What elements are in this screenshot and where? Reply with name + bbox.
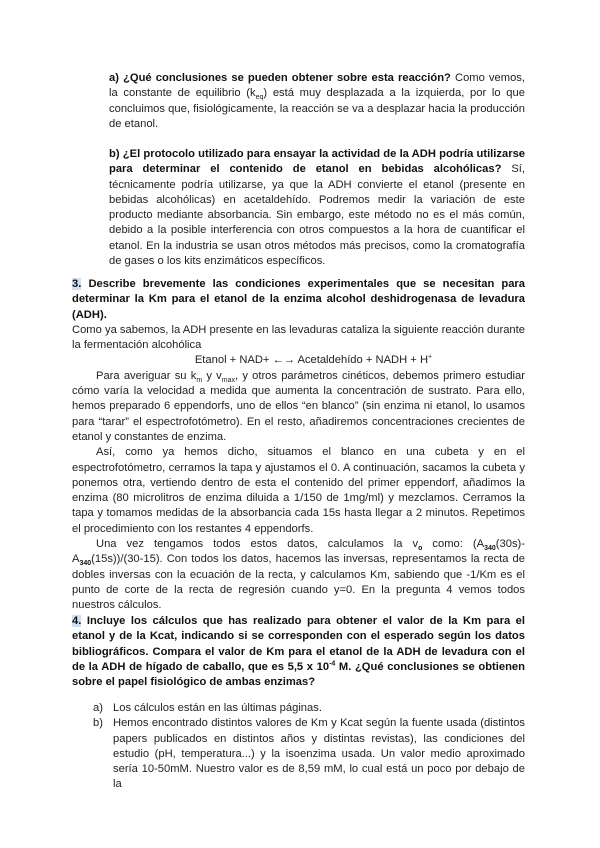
section-3-paragraph-2: Así, como ya hemos dicho, situamos el blanco en una cubeta y en el espectrofotómetro, cerramos la tapa y ajustamos el 0. A continuación, sacamos la cubeta y ponemos otra, vertiendo dentro de esta el contenido del primer eppendorf, añadimos la enzima (80 microlitros de enzima diluida a 1/150 de 1mg/ml) y mezclamos. Cerramos la tapa y tomamos medidas de la absorbancia cada 15s hasta llegar a 2 minutos. Repetimos el procedimiento con los restantes 4 eppendorfs.	[72, 446, 525, 535]
answer-a-label: a)	[109, 72, 119, 84]
answer-a-question: ¿Qué conclusiones se pueden obtener sobre esta reacción?	[123, 72, 451, 84]
list-item	[93, 716, 525, 792]
list-item-marker: b)	[93, 717, 103, 730]
section-4-list	[93, 701, 525, 793]
section-3-paragraph-3: Una vez tengamos todos estos datos, calculamos la $v_o$ como: $(A_{340}(30s)-A_{340}(15s))/(30-15)$. Con todos los datos, hacemos las inversas, representamos la recta de dobles inversas con la ecuación de la recta, y calculamos Km, sabiendo que -1/Km es el punto de corte de la recta de regresión cuando y=0. En la pregunta 4 vemos todos nuestros cálculos.	[72, 538, 525, 612]
section-4-number: 4.	[72, 615, 82, 627]
reaction-equation: Etanol + NAD+ ←→ Acetaldehído + NADH + H+	[194, 353, 433, 367]
section-3-intro: Como ya sabemos, la ADH presente en las levaduras cataliza la siguiente reacción durante la fermentación alcohólica	[72, 323, 525, 352]
list-item-text: Hemos encontrado distintos valores de Km y Kcat según la fuente usada (distintos papers publicados en distintos años y distintas revistas), las condiciones del estudio (pH, temperatura...) y la isoenzima usada. Un valor medio aproximado sería 10-50mM. Nuestro valor es de 8,59 mM, lo cual está un poco por debajo de la	[113, 717, 525, 791]
list-item	[93, 701, 525, 716]
answer-b-label: b)	[109, 148, 120, 160]
answer-b	[109, 147, 525, 269]
answer-b-question: ¿El protocolo utilizado para ensayar la actividad de la ADH podría utilizarse para determinar el contenido de etanol en bebidas alcohólicas?	[109, 148, 526, 176]
section-3-heading: 3. Describe brevemente las condiciones experimentales que se necesitan para determinar la Km para el etanol de la enzima alcohol deshidrogenasa de levadura (ADH).	[72, 278, 525, 321]
section-4	[72, 614, 525, 690]
section-3-paragraph-1: Para averiguar su $k_m$ y $v_{max}$, y otros parámetros cinéticos, debemos primero estudiar cómo varía la velocidad a medida que aumenta la concentración de sustrato. Para ello, hemos preparado 6 eppendorfs, uno de ellos “en blanco” (sin enzima ni etanol, lo usamos para “tarar” el espectrofotómetro). En el resto, añadiremos concentraciones crecientes de etanol y constantes de enzima.	[72, 369, 525, 443]
answer-a-text: Como vemos, la constante de equilibrio $(k_{eq})$ está muy desplazada a la izquierda, por lo que concluimos que, fisiológicamente, la reacción se va a desplazar hacia la producción de etanol.	[109, 72, 525, 130]
answer-b-text: Sí, técnicamente podría utilizarse, ya que la ADH convierte el etanol (presente en bebidas alcohólicas) en acetaldehído. Podremos medir la variación de este producto mediante absorbancia. Sin embargo, este método no es el más común, debido a la posible interferencia con otros compuestos a la hora de cuantificar el etanol. En la industria se usan otros métodos más precisos, como la cromatografía de gases o los kits enzimáticos específicos.	[109, 163, 525, 268]
section-3-number: 3.	[72, 278, 82, 290]
section-3	[72, 277, 525, 614]
list-item-text: Los cálculos están en las últimas páginas.	[113, 702, 322, 714]
list-item-marker: a)	[93, 702, 103, 714]
section-4-heading: 4. Incluye los cálculos que has realizado para obtener el valor de la Km para el etanol y de la Kcat, indicando si se corresponden con el esperado según los datos bibliográficos. Compara el valor de Km para el etanol de la ADH de levadura con el de la ADH de hígado de caballo, que es 5,5 x $10^{-4}$ M. ¿Qué conclusiones se obtienen sobre el papel fisiológico de ambas enzimas?	[72, 615, 525, 689]
answer-a	[109, 71, 525, 132]
